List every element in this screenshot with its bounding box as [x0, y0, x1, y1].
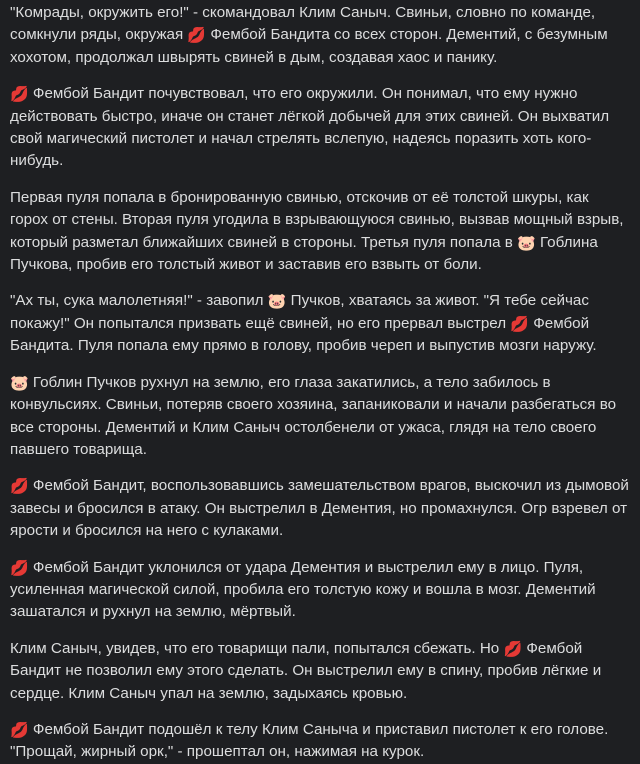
story-paragraph [10, 290, 630, 357]
pig-face-emoji: 🐷 [267, 292, 287, 311]
paragraph-text: Фембой Бандит почувствовал, что его окружили. Он понимал, что ему нужно действовать быстро, иначе он станет лёгкой добычей для этих свиней. Он выхватил свой магический пистолет и начал стрелять вслепую, надеясь поразить хоть кого-нибудь. [10, 85, 610, 170]
paragraph-text: Клим Саныч, увидев, что его товарищи пали, попытался сбежать. Но [10, 639, 504, 657]
lips-emoji: 💋 [10, 477, 29, 496]
story-paragraph [10, 557, 630, 624]
lips-emoji: 💋 [10, 558, 29, 577]
paragraph-text: Гоблина Пучкова, пробив его толстый живот и заставив его взвыть от боли. [10, 233, 598, 274]
pig-face-emoji: 🐷 [10, 373, 29, 392]
lips-emoji: 💋 [503, 639, 523, 658]
lips-emoji: 💋 [510, 314, 529, 333]
paragraph-text: Фембой Бандит, воспользовавшись замешательством врагов, выскочил из дымовой завесы и бросился в атаку. Он выстрелил в Дементия, но промахнулся. Огр взревел от ярости и бросился на него с кулаками. [10, 477, 629, 540]
paragraph-text: Фембой Бандита. Пуля попала ему прямо в голову, пробив череп и выпустив мозги наружу. [10, 314, 597, 355]
paragraph-text: "Ах ты, сука малолетняя!" - завопил [10, 292, 268, 310]
paragraph-text: "Комрады, окружить его!" - скомандовал Клим Саныч. Свиньи, словно по команде, сомкнули ряды, окружая [10, 4, 596, 44]
paragraph-text: Фембой Бандит уклонился от удара Дементия и выстрелил ему в лицо. Пуля, усиленная магической силой, пробила его толстую кожу и вошла в мозг. Дементий зашатался и рухнул на землю, мёртвый. [10, 558, 596, 621]
story-paragraph [10, 372, 630, 462]
paragraph-text: Пучков, хватаясь за живот. "Я тебе сейчас покажу!" Он попытался призвать ещё свиней, но его прервал выстрел [10, 292, 589, 332]
story-paragraph [10, 719, 630, 764]
paragraph-text: Гоблин Пучков рухнул на землю, его глаза закатились, а тело забилось в конвульсиях. Свиньи, потеряв своего хозяина, запаниковали и начали разбегаться во все стороны. Дементий и Клим Саныч остолбенели от ужаса, глядя на тело своего павшего товарища. [10, 373, 617, 458]
lips-emoji: 💋 [10, 85, 29, 104]
paragraph-text: Фембой Бандит подошёл к телу Клим Саныча и приставил пистолет к его голове. "Прощай, жирный орк," - прошептал он, нажимая на курок. [10, 720, 609, 761]
pig-face-emoji: 🐷 [517, 233, 536, 252]
story-paragraph [10, 475, 630, 542]
paragraph-text: Фембой Бандита со всех сторон. Дементий, с безумным хохотом, продолжал швырять свиней в дым, создавая хаос и панику. [10, 26, 608, 66]
story-paragraph [10, 83, 630, 173]
paragraph-text: Первая пуля попала в бронированную свинью, отскочив от её толстой шкуры, как горох от стены. Вторая пуля угодила в взрывающуюся свинью, вызвав мощный взрыв, который разметал ближайших свиней в стороны. Третья пуля попала в [10, 188, 624, 251]
story-paragraph [10, 638, 630, 705]
story-paragraph [10, 187, 630, 277]
paragraph-text: Фембой Бандит не позволил ему этого сделать. Он выстрелил ему в спину, пробив лёгкие и сердце. Клим Саныч упал на землю, задыхаясь кровью. [10, 639, 602, 702]
lips-emoji: 💋 [10, 720, 29, 739]
story-paragraph [10, 2, 630, 69]
lips-emoji: 💋 [187, 26, 207, 45]
